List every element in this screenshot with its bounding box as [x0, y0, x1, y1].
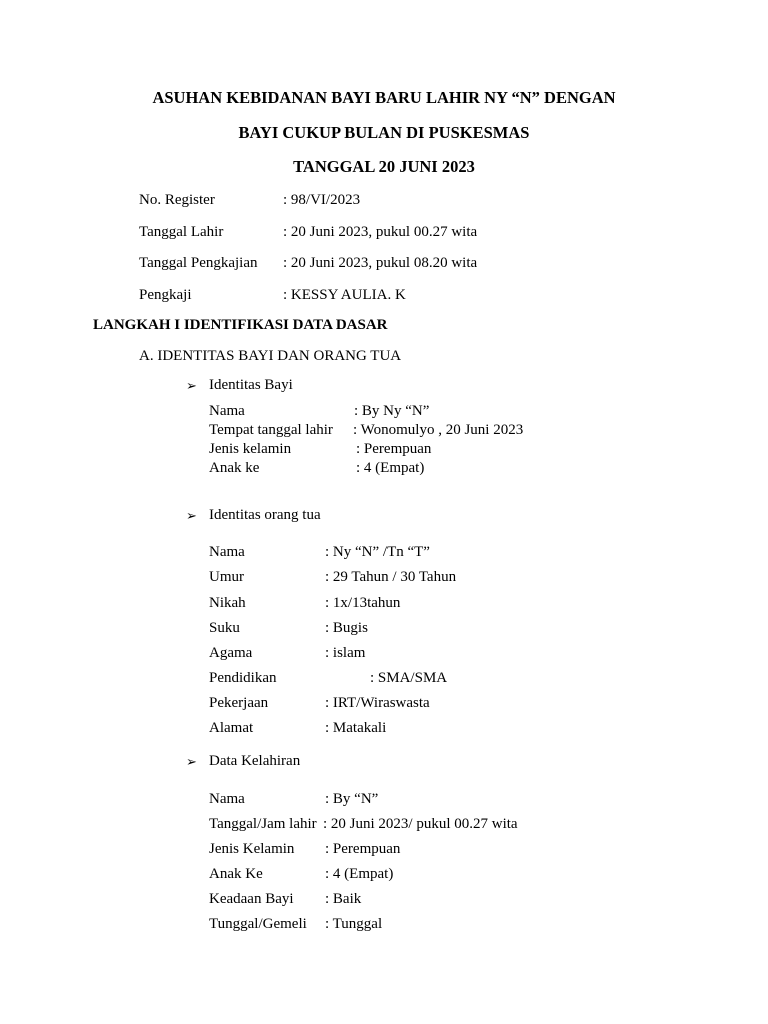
lahir-value-tunggal-gemeli: : Tunggal: [325, 916, 383, 932]
lahir-label-tunggal-gemeli: Tunggal/Gemeli: [209, 916, 307, 932]
ortu-value-nikah: : 1x/13tahun: [325, 595, 401, 611]
lahir-label-tanggal-jam: Tanggal/Jam lahir: [209, 816, 317, 832]
field-label-tanggal-pengkajian: Tanggal Pengkajian: [139, 255, 258, 271]
field-label-tanggal-lahir: Tanggal Lahir: [139, 224, 224, 240]
subsection-heading: A. IDENTITAS BAYI DAN ORANG TUA: [139, 348, 402, 364]
document-title-line-1: ASUHAN KEBIDANAN BAYI BARU LAHIR NY “N” DENGAN: [152, 88, 616, 107]
bayi-label-anak-ke: Anak ke: [209, 460, 260, 476]
section-heading: LANGKAH I IDENTIFIKASI DATA DASAR: [93, 317, 388, 333]
ortu-value-pekerjaan: : IRT/Wiraswasta: [325, 695, 430, 711]
ortu-label-nama: Nama: [209, 544, 245, 560]
ortu-value-suku: : Bugis: [325, 620, 368, 636]
ortu-value-pendidikan: : SMA/SMA: [370, 670, 448, 686]
field-value-tanggal-lahir: : 20 Juni 2023, pukul 00.27 wita: [283, 224, 478, 240]
arrow-bullet-icon: ➢: [186, 508, 197, 523]
ortu-value-umur: : 29 Tahun / 30 Tahun: [325, 569, 457, 585]
lahir-label-keadaan-bayi: Keadaan Bayi: [209, 891, 294, 907]
bayi-label-nama: Nama: [209, 403, 245, 419]
lahir-value-tanggal-jam: : 20 Juni 2023/ pukul 00.27 wita: [323, 816, 518, 832]
lahir-value-keadaan-bayi: : Baik: [325, 891, 362, 907]
bayi-value-nama: : By Ny “N”: [354, 403, 430, 419]
field-value-pengkaji: : KESSY AULIA. K: [283, 287, 406, 303]
identitas-bayi-heading: Identitas Bayi: [209, 377, 293, 393]
lahir-label-jenis-kelamin: Jenis Kelamin: [209, 841, 295, 857]
arrow-bullet-icon: ➢: [186, 754, 197, 769]
field-value-tanggal-pengkajian: : 20 Juni 2023, pukul 08.20 wita: [283, 255, 478, 271]
bayi-value-anak-ke: : 4 (Empat): [356, 460, 425, 476]
ortu-label-suku: Suku: [209, 620, 240, 636]
lahir-label-nama: Nama: [209, 791, 245, 807]
ortu-value-alamat: : Matakali: [325, 720, 387, 736]
bayi-value-jenis-kelamin: : Perempuan: [356, 441, 432, 457]
lahir-value-nama: : By “N”: [325, 791, 379, 807]
identitas-orang-tua-heading: Identitas orang tua: [209, 507, 321, 523]
ortu-value-agama: : islam: [325, 645, 366, 661]
ortu-label-nikah: Nikah: [209, 595, 246, 611]
ortu-label-umur: Umur: [209, 569, 244, 585]
ortu-value-nama: : Ny “N” /Tn “T”: [325, 544, 430, 560]
lahir-value-jenis-kelamin: : Perempuan: [325, 841, 401, 857]
ortu-label-alamat: Alamat: [209, 720, 254, 736]
ortu-label-pendidikan: Pendidikan: [209, 670, 277, 686]
bayi-label-ttl: Tempat tanggal lahir: [209, 422, 333, 438]
data-kelahiran-heading: Data Kelahiran: [209, 753, 301, 769]
bayi-label-jenis-kelamin: Jenis kelamin: [209, 441, 292, 457]
bayi-value-ttl: : Wonomulyo , 20 Juni 2023: [353, 422, 524, 438]
lahir-label-anak-ke: Anak Ke: [209, 866, 263, 882]
document-title-line-3: TANGGAL 20 JUNI 2023: [293, 157, 475, 176]
ortu-label-pekerjaan: Pekerjaan: [209, 695, 269, 711]
field-label-pengkaji: Pengkaji: [139, 287, 192, 303]
field-label-no-register: No. Register: [139, 192, 215, 208]
document-title-line-2: BAYI CUKUP BULAN DI PUSKESMAS: [238, 123, 530, 142]
field-value-no-register: : 98/VI/2023: [283, 192, 361, 208]
ortu-label-agama: Agama: [209, 645, 253, 661]
arrow-bullet-icon: ➢: [186, 378, 197, 393]
lahir-value-anak-ke: : 4 (Empat): [325, 866, 394, 882]
